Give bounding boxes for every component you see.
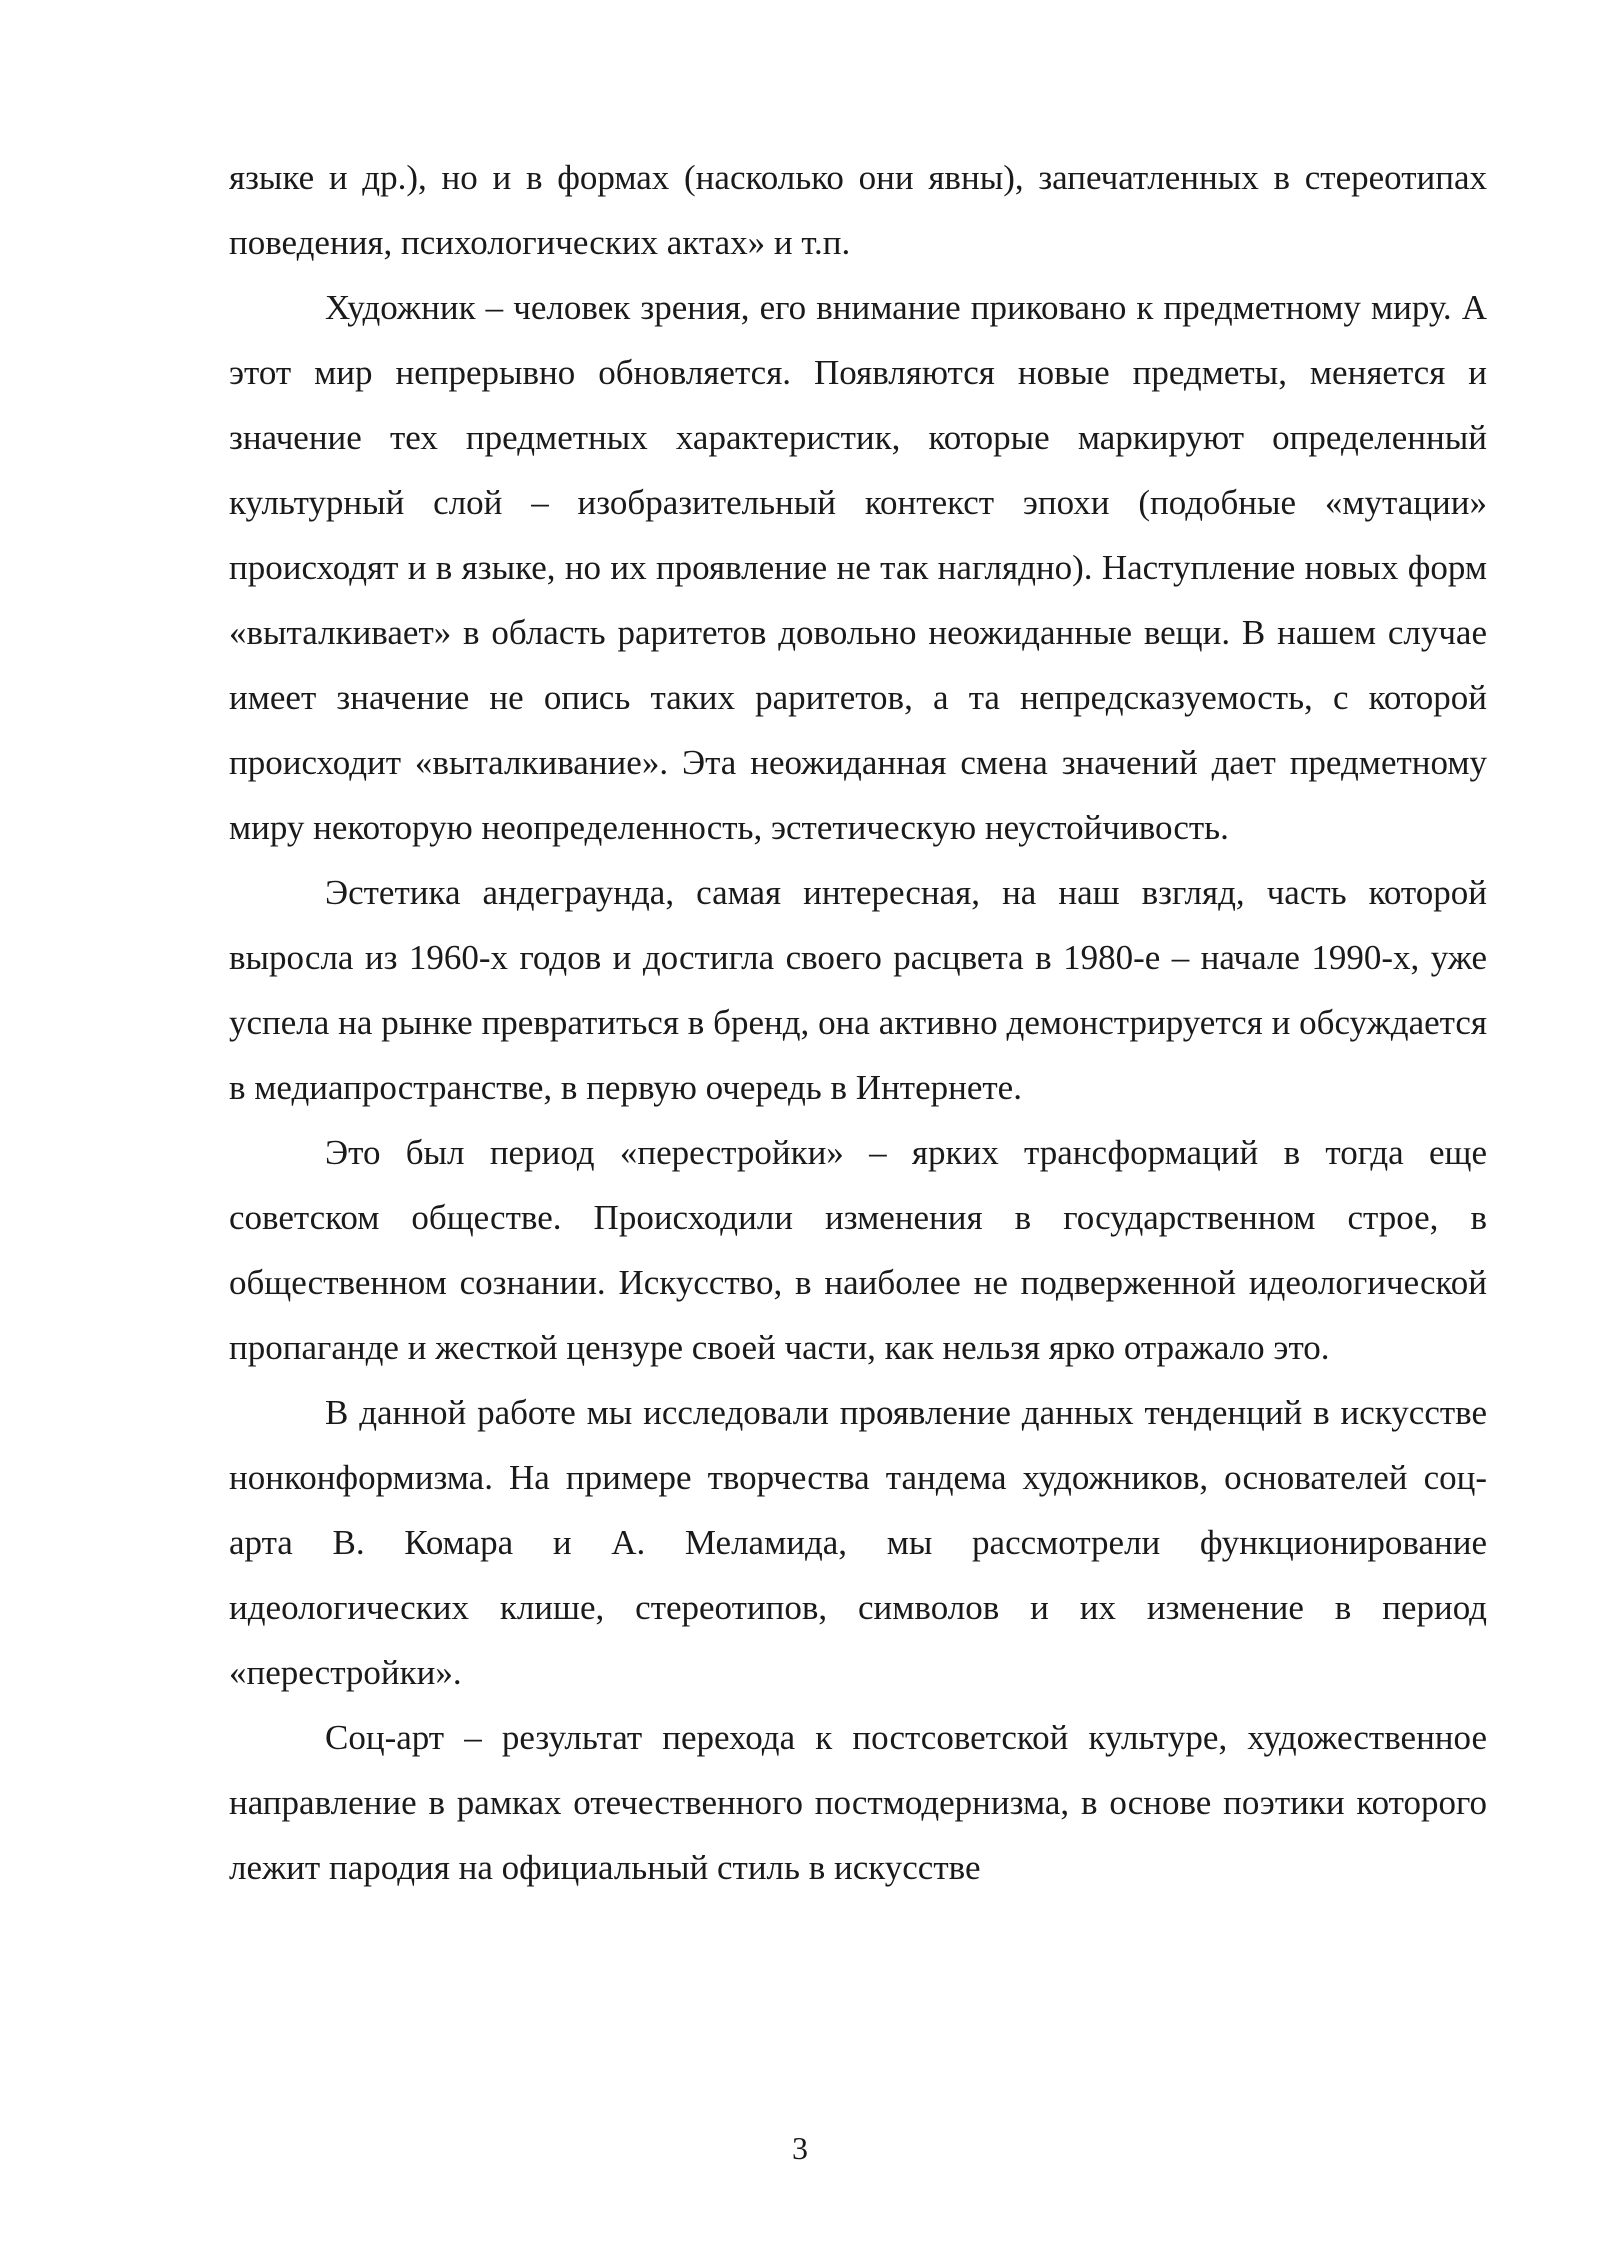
paragraph-research-summary: В данной работе мы исследовали проявление данных тенденций в искусстве нонконформизма. На примере творчества тандема художников, основателей соц-арта В. Комара и А. Меламида, мы рассмотрели функционирование идеологических клише, стереотипов, символов и их изменение в период «перестройки». (229, 1393, 1487, 1692)
paragraph-artist-vision: Художник – человек зрения, его внимание приковано к предметному миру. А этот мир непрерывно обновляется. Появляются новые предметы, меняется и значение тех предметных характеристик, которые маркируют определенный культурный слой – изобразительный контекст эпохи (подобные «мутации» происходят и в языке, но их проявление не так наглядно). Наступление новых форм «выталкивает» в область раритетов довольно неожиданные вещи. В нашем случае имеет значение не опись таких раритетов, а та непредсказуемость, с которой происходит «выталкивание». Эта неожиданная смена значений дает предметному миру некоторую неопределенность, эстетическую неустойчивость. (229, 288, 1487, 847)
paragraph-perestroika: Это был период «перестройки» – ярких трансформаций в тогда еще советском обществе. Происходили изменения в государственном строе, в общественном сознании. Искусство, в наиболее не подверженной идеологической пропаганде и жесткой цензуре своей части, как нельзя ярко отражало это. (229, 1133, 1487, 1367)
paragraph-underground-aesthetics: Эстетика андеграунда, самая интересная, на наш взгляд, часть которой выросла из 1960-х годов и достигла своего расцвета в 1980-е – начале 1990-х, уже успела на рынке превратиться в бренд, она активно демонстрируется и обсуждается в медиапространстве, в первую очередь в Интернете. (229, 873, 1487, 1107)
body-text (229, 145, 1487, 1900)
paragraph-sots-art: Соц-арт – результат перехода к постсоветской культуре, художественное направление в рамках отечественного постмодернизма, в основе поэтики которого лежит пародия на официальный стиль в искусстве (229, 1718, 1487, 1887)
page-number: 3 (792, 2130, 808, 2166)
paragraph-continuation: языке и др.), но и в формах (насколько они явны), запечатленных в стереотипах поведения, психологических актах» и т.п. (229, 158, 1487, 262)
